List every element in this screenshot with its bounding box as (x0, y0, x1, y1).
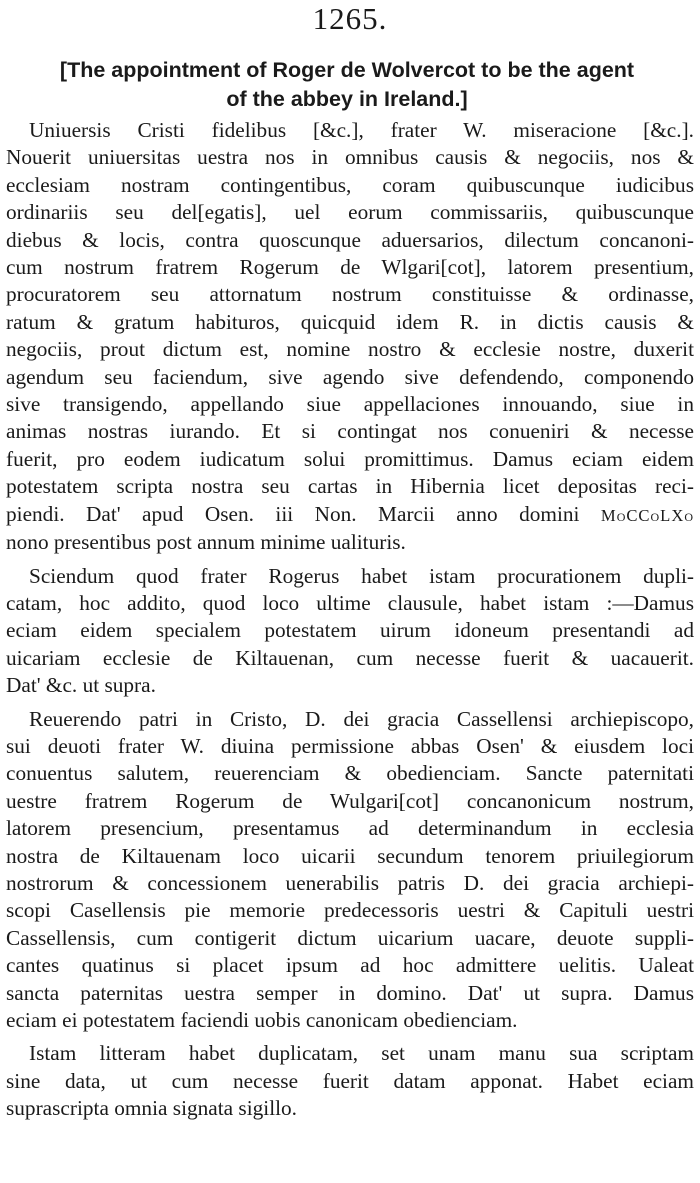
text-line: potestatem scripta nostra seu cartas in Hibernia licet depositas reci- (6, 474, 694, 499)
text-line: sancta paternitas uestra semper in domino. Dat' ut supra. Damus (6, 980, 694, 1005)
text-line: Nouerit uniuersitas uestra nos in omnibus causis & negociis, nos & (6, 145, 694, 170)
text-line-with-date (6, 501, 694, 529)
text-line: agendum seu faciendum, sive agendo sive defendendo, componendo (6, 364, 694, 389)
text-line: Dat' &c. ut supra. (6, 673, 156, 698)
text-line: eciam ei potestatem faciendi uobis canonicam obedienciam. (6, 1008, 518, 1032)
text-line: fuerit, pro eodem iudicatum solui promittimus. Damus eciam eidem (6, 446, 694, 471)
text-line: suprascripta omnia signata sigillo. (6, 1096, 298, 1121)
text-line: ecclesiam nostram contingentibus, coram quibuscunque iudicibus (6, 172, 694, 197)
text-line: scopi Casellensis pie memorie predecessoris uestri & Capituli uestri (6, 898, 694, 923)
text-line: cantes quatinus si placet ipsum ad hoc admittere uelitis. Ualeat (6, 953, 694, 978)
text-line: diebus & locis, contra quoscunque aduersarios, dilectum concanoni- (6, 227, 694, 252)
text-line: conuentus salutem, reuerenciam & obedienciam. Sancte paternitati (6, 761, 694, 786)
paragraph-closing (6, 1040, 694, 1122)
text-line: procuratorem seu attornatum nostrum constituisse & ordinasse, (6, 282, 694, 307)
text-line: ratum & gratum habituros, quicquid idem R. in dictis causis & (6, 309, 694, 334)
text-line: nostra de Kiltauenam loco uicarii secundum tenorem priuilegiorum (6, 843, 694, 868)
document-body (6, 117, 694, 1129)
text-line: sive transigendo, appellando siue appellaciones innouando, siue in (6, 392, 694, 417)
document-heading (10, 56, 684, 114)
text-line: animas nostras iurando. Et si contingat nos conueniri & necesse (6, 419, 694, 444)
text-line: nostrorum & concessionem uenerabilis patris D. dei gracia archiepi- (6, 870, 694, 895)
page-number: 1265. (312, 1, 388, 36)
text-line: nono presentibus post annum minime ualituris. (6, 530, 406, 555)
text-line: negociis, prout dictum est, nomine nostro & ecclesie nostre, duxerit (6, 337, 694, 362)
text-line-part: piendi. Dat' apud Osen. iii Non. Marcii anno domini (6, 501, 580, 526)
text-line: Reuerendo patri in Cristo, D. dei gracia Cassellensi archiepiscopo, (29, 706, 694, 731)
paragraph-letter (6, 706, 694, 1035)
paragraph-note (6, 563, 694, 700)
text-line: Cassellensis, cum contigerit dictum uicarium uacare, deuote suppli- (6, 925, 694, 950)
text-line: cum nostrum fratrem Rogerum de Wlgari[cot], latorem presentium, (6, 255, 694, 280)
text-line: sine data, ut cum necesse fuerit datam apponat. Habet eciam (6, 1068, 694, 1093)
text-line: uestre fratrem Rogerum de Wulgari[cot] concanonicum nostrum, (6, 788, 694, 813)
text-line: ordinariis seu del[egatis], uel eorum commissariis, quibuscunque (6, 200, 694, 225)
text-line: Sciendum quod frater Rogerus habet istam procurationem dupli- (29, 563, 694, 588)
text-line: Istam litteram habet duplicatam, set unam manu sua scriptam (29, 1041, 694, 1066)
text-line: catam, hoc addito, quod loco ultime clausule, habet istam :—Damus (6, 590, 694, 615)
text-line: Uniuersis Cristi fidelibus [&c.], frater W. miseracione [&c.]. (29, 118, 694, 142)
date-numeral: MoCCoLXo (600, 505, 694, 525)
text-line: uicariam ecclesie de Kiltauenan, cum necesse fuerit & uacauerit. (6, 645, 694, 670)
text-line: sui deuoti frater W. diuina permissione abbas Osen' & eiusdem loci (6, 733, 694, 758)
paragraph-appointment (6, 117, 694, 557)
heading-line-1: [The appointment of Roger de Wolvercot to be the agent (59, 58, 635, 82)
text-line: latorem presencium, presentamus ad determinandum in ecclesia (6, 816, 694, 841)
text-line: eciam eidem specialem potestatem uirum idoneum presentandi ad (6, 618, 694, 643)
heading-line-2: of the abbey in Ireland.] (226, 87, 468, 111)
